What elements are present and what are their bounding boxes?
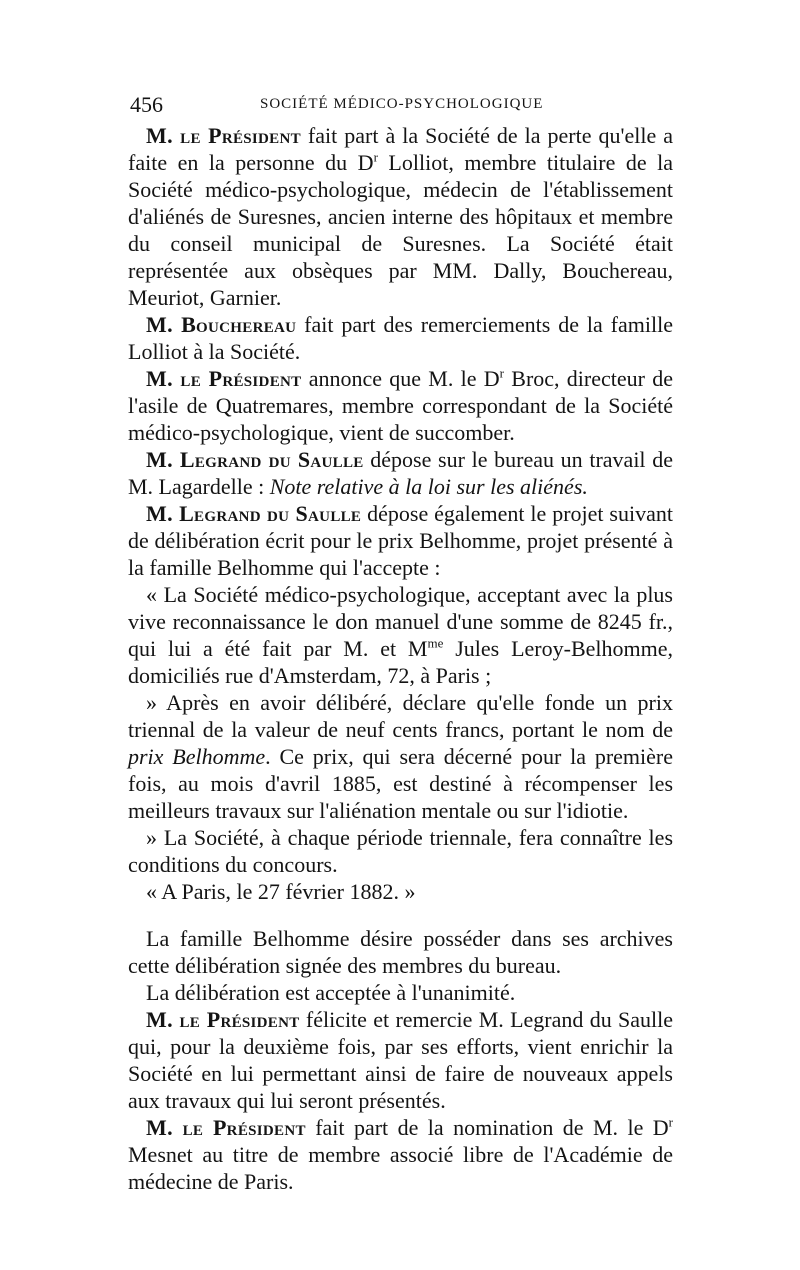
work-title: Note relative à la loi sur les aliénés. [269,474,588,499]
speaker: M. le Président [146,1007,300,1032]
superscript: r [499,365,504,381]
paragraph-text: fait part des remerciements de la famille Lolliot à la Société. [128,312,673,364]
speaker: M. Legrand du Saulle [146,447,364,472]
paragraph-text: fait part de la nomination de M. le D [305,1115,669,1140]
paragraph-text: dépose sur le bureau un travail de M. Lagardelle : [128,447,673,499]
closing-paragraph-4 [128,1114,673,1195]
paragraph-4 [128,446,673,500]
paragraph-text: La délibération est acceptée à l'unanimité. [146,980,516,1005]
paragraph-text-cont: Lolliot, membre titulaire de la Société médico-psychologique, médecin de l'établissement d'aliénés de Suresnes, ancien interne des hôpitaux et membre du conseil municipal de Suresnes. La Société était représentée aux obsèques par MM. Dally, Bouchereau, Meuriot, Garnier. [128,150,673,310]
paragraph-text: dépose également le projet suivant de délibération écrit pour le prix Belhomme, projet présenté à la famille Belhomme qui l'accepte : [128,501,673,580]
paragraph-2 [128,311,673,365]
page-header [130,92,670,120]
page-body [128,122,673,1195]
speaker: M. le Président [146,123,301,148]
speaker: M. le Président [146,366,302,391]
quote-text: « La Société médico-psychologique, acceptant avec la plus vive reconnaissance le don manuel d'une somme de 8245 fr., qui lui a été fait par M. et M [128,582,673,661]
speaker: M. Bouchereau [146,312,297,337]
prize-name: prix Belhomme [128,744,266,769]
quote-text: « A Paris, le 27 février 1882. » [146,879,416,904]
quote-paragraph-1 [128,581,673,689]
paragraph-text-cont: Broc, directeur de l'asile de Quatremares, membre correspondant de la Société médico-psychologique, vient de succomber. [128,366,673,445]
paragraph-5 [128,500,673,581]
running-title: SOCIÉTÉ MÉDICO-PSYCHOLOGIQUE [260,96,544,112]
closing-paragraph-2 [128,979,673,1006]
page-number: 456 [130,92,163,117]
speaker: M. Legrand du Saulle [146,501,362,526]
quote-paragraph-2 [128,689,673,824]
superscript: r [373,149,378,165]
paragraph-3 [128,365,673,446]
quote-text: » Après en avoir délibéré, déclare qu'elle fonde un prix triennal de la valeur de neuf cents francs, portant le nom de [128,690,673,742]
quote-paragraph-3 [128,824,673,878]
quote-text-cont: . Ce prix, qui sera décerné pour la première fois, au mois d'avril 1885, est destiné à récompenser les meilleurs travaux sur l'aliénation mentale ou sur l'idiotie. [128,744,674,823]
paragraph-text: fait part à la Société de la perte qu'elle a faite en la personne du D [128,123,673,175]
quote-text: » La Société, à chaque période triennale, fera connaître les conditions du concours. [128,825,673,877]
paragraph-text-cont: Mesnet au titre de membre associé libre de l'Académie de médecine de Paris. [128,1142,673,1194]
paragraph-text: La famille Belhomme désire posséder dans ses archives cette délibération signée des membres du bureau. [128,926,673,978]
superscript: me [427,635,444,651]
paragraph-text: annonce que M. le D [301,366,500,391]
superscript: r [668,1114,674,1130]
paragraph-1 [128,122,673,311]
closing-paragraph-3 [128,1006,673,1114]
quote-date-line [128,878,673,905]
closing-paragraph-1 [128,925,673,979]
quote-text-cont: Jules Leroy-Belhomme, domiciliés rue d'Amsterdam, 72, à Paris ; [128,636,673,688]
speaker: M. le Président [146,1115,306,1140]
paragraph-text: félicite et remercie M. Legrand du Saulle qui, pour la deuxième fois, par ses efforts, vient enrichir la Société en lui permettant ainsi de faire de nouveaux appels aux travaux qui lui seront présentés. [128,1007,673,1113]
